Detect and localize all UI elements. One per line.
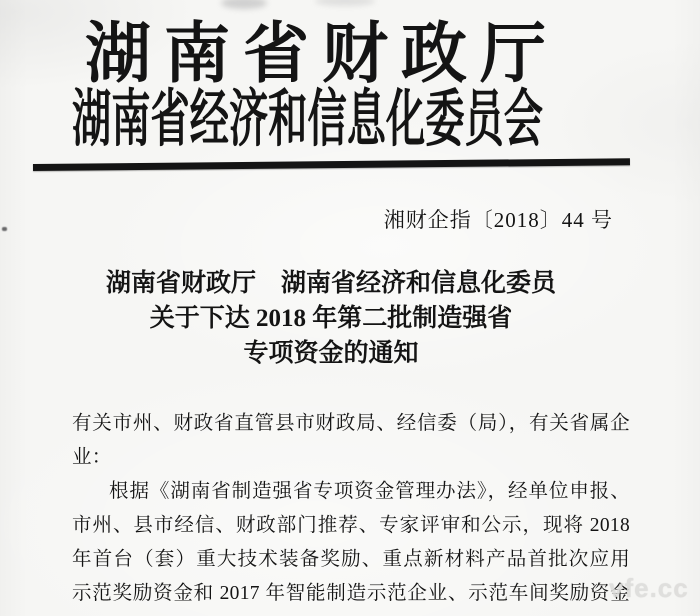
document-title-line-3: 专项资金的通知: [243, 340, 419, 367]
scan-smudge: [315, 0, 375, 6]
site-watermark: vfe.cc: [609, 573, 689, 603]
body-paragraph-line-4: 示范奖励资金和 2017 年智能制造示范企业、示范车间奖励资金: [72, 583, 630, 604]
body-paragraph-line-2: 市州、县市经信、财政部门推荐、专家评审和公示，现将 2018: [72, 515, 630, 536]
document-title: [0, 266, 681, 371]
scan-smudge: [221, 0, 267, 9]
recipient-line-2: 业：: [72, 447, 112, 468]
document-title-line-1: 湖南省财政厅 湖南省经济和信息化委员: [105, 270, 556, 297]
document-body: [72, 407, 630, 611]
document-reference-number: 湘财企指〔2018〕44 号: [383, 208, 613, 232]
body-paragraph-line-3: 年首台（套）重大技术装备奖励、重点新材料产品首批次应用: [72, 549, 630, 570]
document-title-line-2: 关于下达 2018 年第二批制造强省: [149, 305, 513, 332]
recipient-line-1: 有关市州、财政省直管县市财政局、经信委（局），有关省属企: [72, 413, 630, 434]
letterhead-divider-rule: [33, 158, 630, 171]
org-name-finance-department: 湖南省财政厅: [85, 18, 559, 91]
body-paragraph-line-1: 根据《湖南省制造强省专项资金管理办法》，经单位申报、: [109, 481, 630, 502]
scan-speck: [2, 227, 7, 231]
org-name-economy-information-commission: 湖南省经济和信息化委员会: [72, 86, 543, 154]
